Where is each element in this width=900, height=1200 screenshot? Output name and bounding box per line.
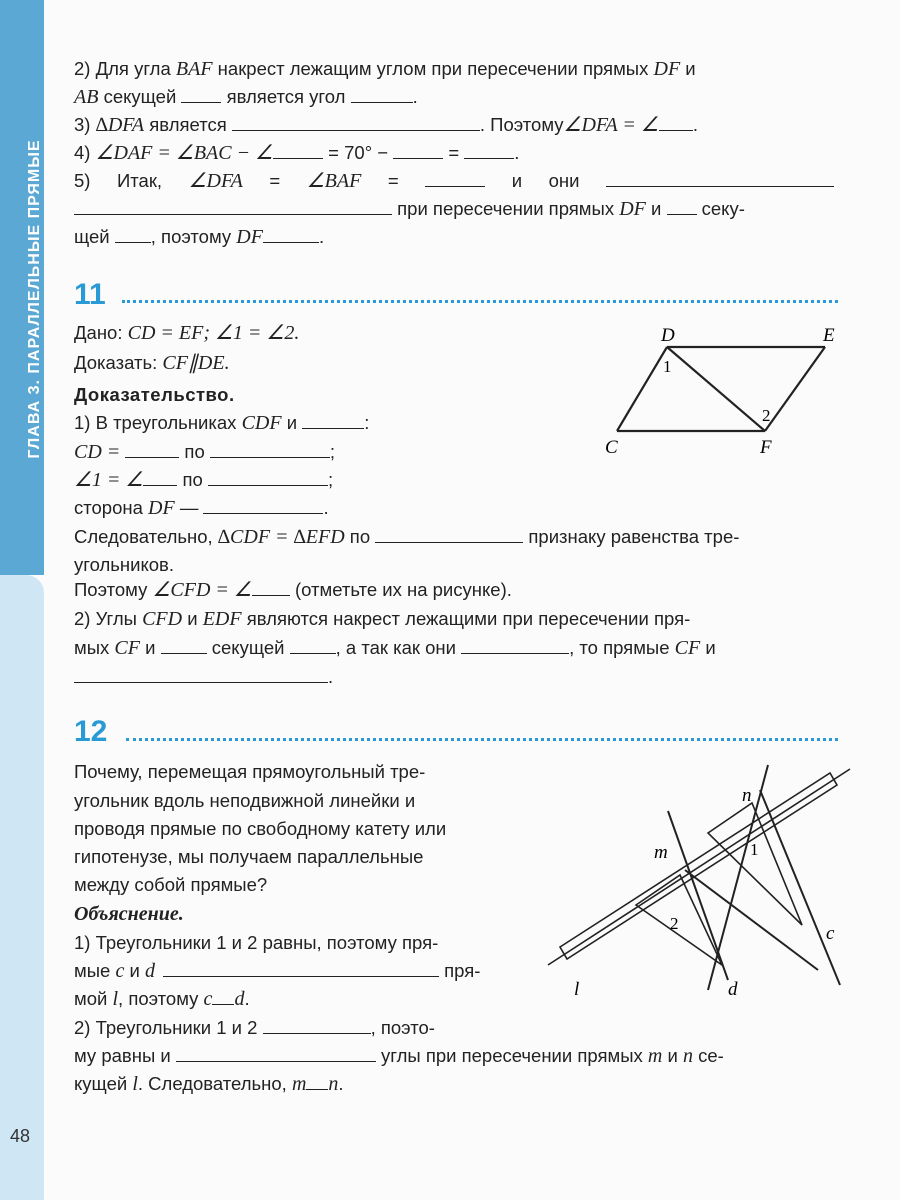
segment-CD: [617, 347, 667, 431]
blank[interactable]: [74, 666, 328, 683]
blank[interactable]: [181, 86, 221, 103]
parallelogram-figure: [595, 325, 845, 460]
proof-line-2: CD = по ;: [74, 441, 336, 463]
proof-line-1: 1) В треугольниках CDF и :: [74, 412, 370, 434]
blank[interactable]: [74, 198, 392, 215]
top-line-6: при пересечении прямых DF и секу-: [74, 198, 745, 220]
label-triangle-1: 1: [750, 840, 759, 859]
label-l: l: [574, 979, 580, 1000]
label-F: F: [760, 437, 772, 458]
explanation-line-1: 1) Треугольники 1 и 2 равны, поэтому пря-: [74, 932, 439, 953]
top-line-3: 3) ∆DFA является . Поэтому∠DFA = ∠ .: [74, 114, 698, 136]
proof-line-9: мых CF и секущей , а так как они , то прямые CF и: [74, 637, 716, 659]
angle-2-label: 2: [762, 406, 771, 425]
blank[interactable]: [461, 637, 569, 654]
proof-line-7: Поэтому ∠CFD = ∠ (отметьте их на рисунке).: [74, 579, 512, 601]
blank[interactable]: [263, 226, 319, 243]
prove: Доказать: CF∥DE.: [74, 352, 230, 374]
blank[interactable]: [425, 170, 485, 187]
blank[interactable]: [163, 960, 439, 977]
blank[interactable]: [203, 497, 323, 514]
explanation-line-4: 2) Треугольники 1 и 2 , поэто-: [74, 1017, 435, 1038]
label-n: n: [742, 785, 752, 806]
blank[interactable]: [306, 1073, 328, 1090]
top-line-1: 2) Для угла BAF накрест лежащим углом при пересечении прямых DF и: [74, 58, 696, 80]
question-line-4: гипотенузе, мы получаем параллельные: [74, 846, 424, 867]
blank[interactable]: [290, 637, 336, 654]
top-line-5: 5) Итак, ∠DFA = ∠BAF = и они: [74, 170, 834, 192]
blank[interactable]: [176, 1045, 376, 1062]
blank[interactable]: [161, 637, 207, 654]
explanation-title: Объяснение.: [74, 903, 184, 925]
given: Дано: CD = EF; ∠1 = ∠2.: [74, 322, 300, 344]
proof-line-10: .: [74, 666, 333, 688]
question-line-1: Почему, перемещая прямоугольный тре-: [74, 761, 426, 782]
blank[interactable]: [232, 114, 480, 131]
sidebar: [0, 0, 44, 1200]
task-number-12: 12: [74, 715, 108, 748]
question-line-3: проводя прямые по свободному катету или: [74, 818, 447, 839]
proof-line-4: сторона DF — .: [74, 497, 329, 519]
section-divider: [122, 300, 838, 303]
label-triangle-2: 2: [670, 914, 679, 933]
blank[interactable]: [125, 441, 179, 458]
explanation-line-2: мые c и d пря-: [74, 960, 481, 982]
top-line-7: щей , поэтому DF .: [74, 226, 325, 248]
blank[interactable]: [143, 469, 177, 486]
explanation-line-6: кущей l. Следовательно, m n.: [74, 1073, 344, 1095]
label-m: m: [654, 842, 668, 863]
explanation-line-3: мой l, поэтому c d.: [74, 988, 250, 1010]
question-line-5: между собой прямые?: [74, 874, 268, 895]
label-D: D: [661, 325, 675, 346]
top-line-2: AB секущей является угол .: [74, 86, 418, 108]
blank[interactable]: [210, 441, 330, 458]
blank[interactable]: [659, 114, 693, 131]
blank[interactable]: [464, 142, 514, 159]
blank[interactable]: [252, 579, 290, 596]
segment-EF: [765, 347, 825, 431]
top-line-4: 4) ∠DAF = ∠BAC − ∠ = 70° − = .: [74, 142, 520, 164]
blank[interactable]: [393, 142, 443, 159]
label-E: E: [823, 325, 835, 346]
blank[interactable]: [375, 526, 523, 543]
blank[interactable]: [667, 198, 697, 215]
line-l: [548, 769, 850, 965]
proof-title: Доказательство.: [74, 384, 235, 405]
label-d: d: [728, 979, 738, 1000]
sidebar-bottom-band: [0, 575, 44, 1200]
blank[interactable]: [263, 1017, 371, 1034]
line-d: [708, 765, 768, 990]
proof-line-6: угольников.: [74, 554, 175, 575]
segment-DF: [667, 347, 765, 431]
task-number-11: 11: [74, 278, 106, 311]
blank[interactable]: [302, 412, 364, 429]
section-divider: [126, 738, 838, 741]
question-line-2: угольник вдоль неподвижной линейки и: [74, 790, 416, 811]
label-C: C: [605, 437, 618, 458]
chapter-title: ГЛАВА 3. ПАРАЛЛЕЛЬНЫЕ ПРЯМЫЕ: [26, 139, 43, 459]
proof-line-3: ∠1 = ∠ по ;: [74, 469, 334, 491]
blank[interactable]: [212, 988, 234, 1005]
blank[interactable]: [273, 142, 323, 159]
blank[interactable]: [351, 86, 413, 103]
proof-line-5: Следовательно, ∆CDF = ∆EFD по признаку равенства тре-: [74, 526, 740, 548]
blank[interactable]: [115, 226, 151, 243]
explanation-line-5: му равны и углы при пересечении прямых m и n се-: [74, 1045, 724, 1067]
proof-line-8: 2) Углы CFD и EDF являются накрест лежащими при пересечении пря-: [74, 608, 691, 630]
label-c: c: [826, 923, 835, 944]
blank[interactable]: [606, 170, 834, 187]
page-number: 48: [10, 1126, 31, 1146]
angle-1-label: 1: [663, 357, 672, 376]
blank[interactable]: [208, 469, 328, 486]
ruler-triangle-figure: [540, 755, 860, 1025]
